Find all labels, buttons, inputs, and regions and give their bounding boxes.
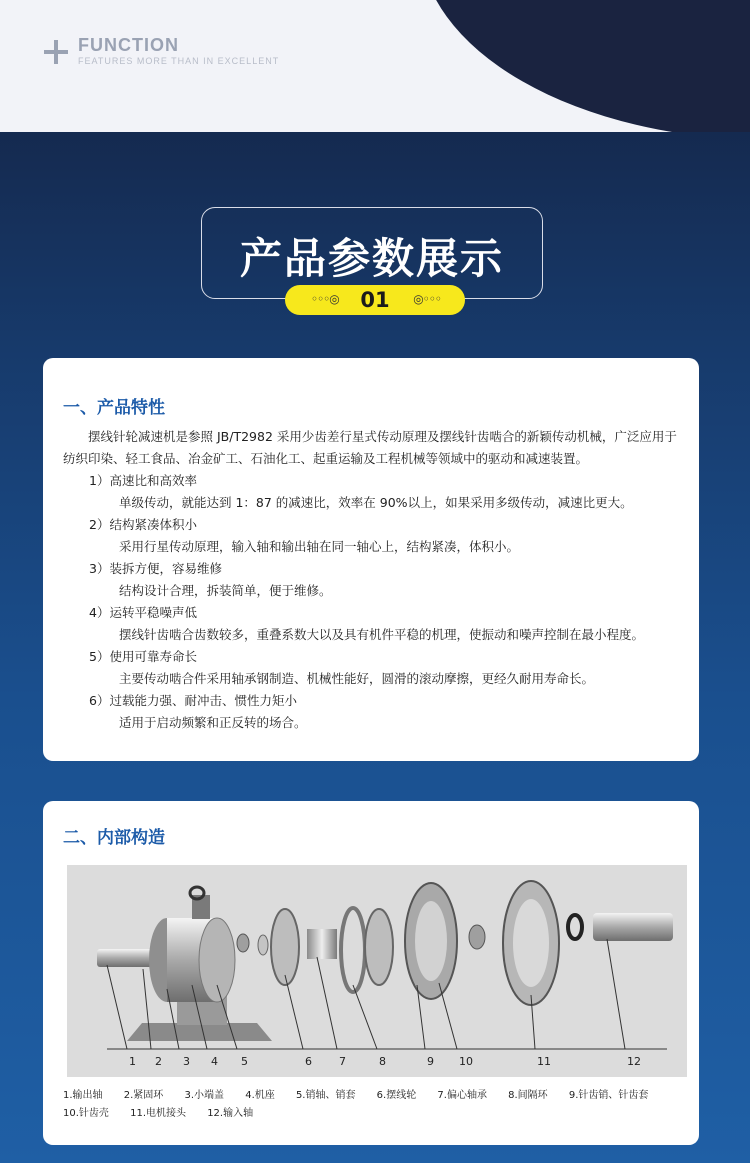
section-number: 01 [360,288,390,312]
pill-decoration-right: ◎◦◦◦ [413,292,441,306]
feature-body: 结构设计合理，拆装简单，便于维修。 [119,583,332,598]
feature-heading: 3）装拆方便，容易维修 [89,561,222,576]
hero-title: 产品参数展示 [239,234,504,283]
callout-3: 3 [183,1055,190,1068]
feature-item [63,470,683,514]
feature-heading: 1）高速比和高效率 [89,473,197,488]
top-banner [0,0,750,132]
callout-6: 6 [305,1055,312,1068]
features-description: 摆线针轮减速机是参照 JB/T2982 采用少齿差行星式传动原理及摆线针齿啮合的新颖传动机械，广泛应用于纺织印染、轻工食品、冶金矿工、石油化工、起重运输及工程机械等领域中的驱动和减速装置。 [63,429,677,466]
cycloid-disc-2 [365,909,393,985]
structure-card [43,801,699,1145]
legend-row-1 [63,1087,683,1105]
feature-heading: 4）运转平稳噪声低 [89,605,197,620]
eccentric-bearing [341,908,365,992]
function-title: FUNCTION [78,35,179,55]
feature-heading: 2）结构紧凑体积小 [89,517,197,532]
small-end-cap [258,935,268,955]
feature-body: 采用行星传动原理，输入轴和输出轴在同一轴心上，结构紧凑，体积小。 [119,539,520,554]
callout-12: 12 [627,1055,641,1068]
section-number-pill [285,285,465,315]
feature-item [63,558,683,602]
callout-5: 5 [241,1055,248,1068]
legend-item: 11.电机接头 [130,1108,186,1119]
legend-item: 5.销轴、销套 [295,1090,356,1101]
cycloid-disc-1 [271,909,299,985]
seal-ring [568,915,582,939]
feature-item [63,690,683,734]
legend-item: 7.偏心轴承 [437,1090,487,1101]
legend-item: 9.针齿销、针齿套 [568,1090,649,1101]
callout-11: 11 [537,1055,551,1068]
input-shaft [593,913,673,941]
feature-body: 摆线针齿啮合齿数较多，重叠系数大以及具有机件平稳的机理，使振动和噪声控制在最小程度。 [119,627,645,642]
function-subtitle: FEATURES MORE THAN IN EXCELLENT [78,56,280,66]
features-list [63,470,683,734]
callout-1: 1 [129,1055,136,1068]
exploded-view-svg [67,865,687,1077]
banner-curve [420,0,750,132]
feature-heading: 5）使用可靠寿命长 [89,649,197,664]
exploded-diagram [67,865,687,1077]
bearing-right [469,925,485,949]
features-title: 一、产品特性 [63,398,165,418]
legend-item: 3.小端盖 [184,1090,225,1101]
legend-item: 1.输出轴 [63,1090,103,1101]
callout-10: 10 [459,1055,473,1068]
callout-7: 7 [339,1055,346,1068]
feature-body: 单级传动，就能达到 1：87 的减速比，效率在 90%以上，如果采用多级传动，减速比更大。 [119,495,633,510]
callout-9: 9 [427,1055,434,1068]
feature-item [63,602,683,646]
small-bearing [237,934,249,952]
callout-numbers [129,1055,641,1068]
legend-item: 6.摆线轮 [376,1090,417,1101]
plus-icon [44,40,68,64]
legend-item: 4.机座 [245,1090,275,1101]
feature-heading: 6）过载能力强、耐冲击、惯性力矩小 [89,693,297,708]
callout-4: 4 [211,1055,218,1068]
legend-item: 2.紧固环 [123,1090,164,1101]
legend-item: 8.间隔环 [508,1090,548,1101]
legend-row-2 [63,1105,683,1123]
feature-item [63,646,683,690]
legend-item: 10.针齿壳 [63,1108,109,1119]
legend-item: 12.输入轴 [207,1108,254,1119]
housing-rear [199,918,235,1002]
structure-title: 二、内部构造 [63,828,165,848]
callout-8: 8 [379,1055,386,1068]
feature-body: 主要传动啮合件采用轴承钢制造、机械性能好，圆滑的滚动摩擦，更经久耐用寿命长。 [119,671,595,686]
output-shaft [97,949,157,967]
pin-set [307,929,337,959]
parts-legend [63,1087,683,1123]
callout-2: 2 [155,1055,162,1068]
features-card [43,358,699,761]
pill-decoration-left: ◦◦◦◎ [311,292,339,306]
feature-item [63,514,683,558]
feature-body: 适用于启动频繁和正反转的场合。 [119,715,307,730]
